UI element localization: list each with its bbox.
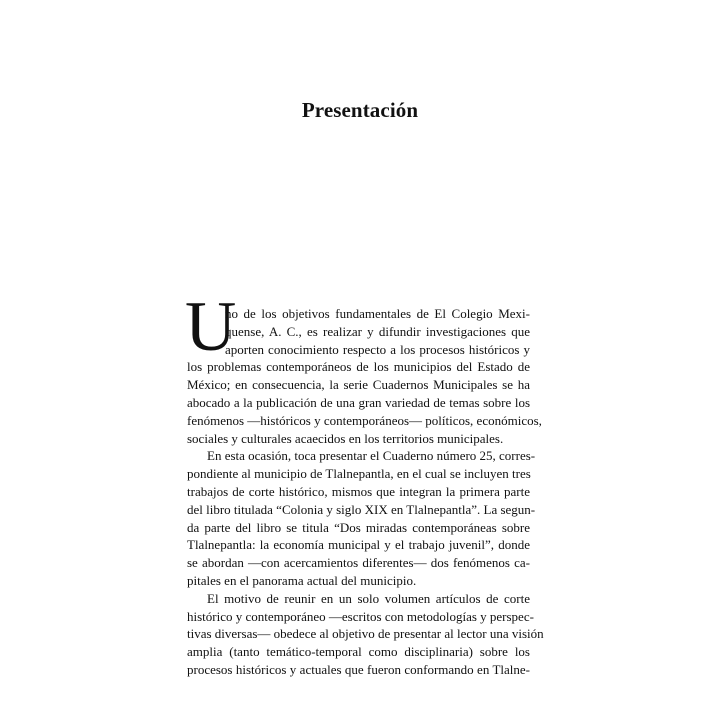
text-line: aporten conocimiento respecto a los procesos históricos y [225,341,530,357]
text-line: procesos históricos y actuales que fueron conformando en Tlalne- [187,661,530,677]
text-line: da parte del libro se titula “Dos miradas contemporáneas sobre [187,519,530,535]
text-line: del libro titulada “Colonia y siglo XIX en Tlalnepantla”. La segun- [187,501,536,517]
text-line: En esta ocasión, toca presentar el Cuaderno número 25, corres- [207,448,536,464]
text-line: Tlalnepantla: la economía municipal y el trabajo juvenil”, donde [187,537,530,553]
text-line: tivas diversas— obedece al objetivo de presentar al lector una visión [187,626,544,642]
drop-cap-letter: U [185,288,237,366]
text-line: no de los objetivos fundamentales de El Colegio Mexi- [225,306,530,321]
text-line: se abordan —con acercamientos diferentes— dos fenómenos ca- [187,555,530,571]
text-line: los problemas contemporáneos de los municipios del Estado de [187,359,530,375]
text-line: pondiente al municipio de Tlalnepantla, en el cual se incluyen tres [187,466,531,482]
text-line: sociales y culturales acaecidos en los territorios municipales. [187,430,504,446]
text-line: El motivo de reunir en un solo volumen artículos de corte [207,590,530,606]
text-line: quense, A. C., es realizar y difundir investigaciones que [225,323,530,339]
text-line: amplia (tanto temático-temporal como disciplinaria) sobre los [187,644,530,660]
text-line: fenómenos —históricos y contemporáneos— políticos, económicos, [187,412,542,428]
text-line: abocado a la publicación de una gran variedad de temas sobre los [187,394,530,410]
text-line: México; en consecuencia, la serie Cuadernos Municipales se ha [187,377,530,393]
text-line: pitales en el panorama actual del municipio. [187,572,417,588]
page-title: Presentación [301,98,419,122]
text-line: trabajos de corte histórico, mismos que integran la primera parte [187,483,530,499]
body-text [187,305,544,679]
text-line: histórico y contemporáneo —escritos con metodologías y perspec- [187,608,534,624]
